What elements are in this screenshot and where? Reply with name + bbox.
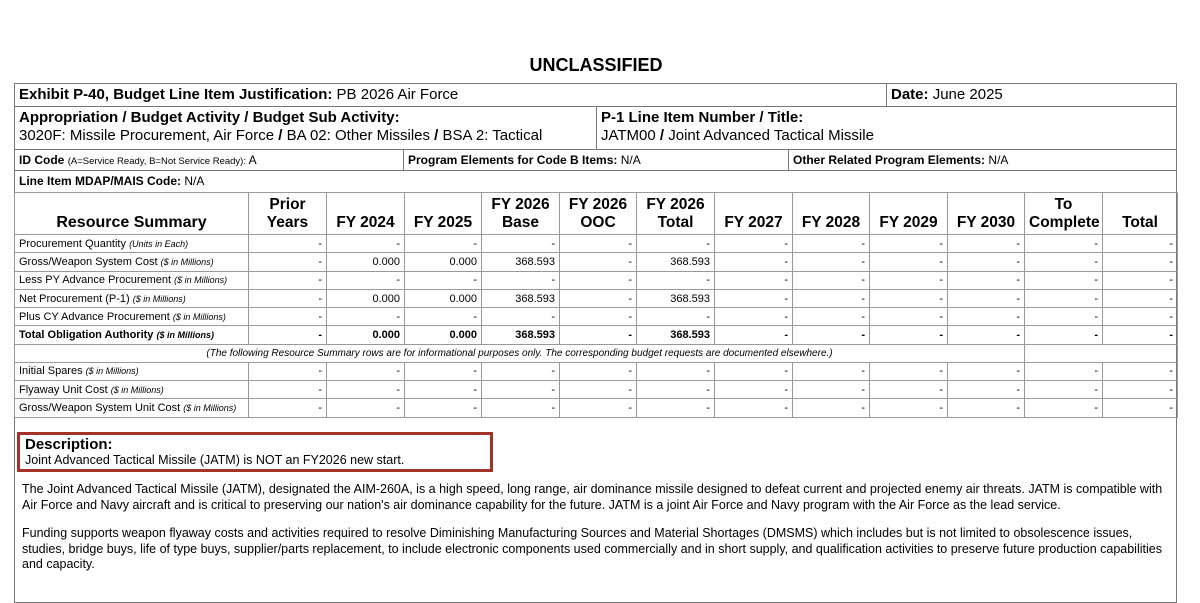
table-cell: - <box>1025 235 1103 253</box>
table-cell: - <box>870 399 948 417</box>
table-cell: - <box>1025 399 1103 417</box>
exhibit-title-cell <box>14 83 887 107</box>
table-cell: 0.000 <box>327 253 405 271</box>
table-cell: - <box>1025 253 1103 271</box>
resource-summary-table <box>14 192 1178 418</box>
row-label <box>15 271 249 289</box>
appropriation-cell <box>14 106 597 150</box>
description-highlight-box <box>17 432 493 472</box>
table-row <box>15 289 1178 307</box>
table-cell: - <box>327 235 405 253</box>
informational-note-row <box>15 344 1178 362</box>
row-label-text: Procurement Quantity <box>19 237 126 250</box>
table-row <box>15 399 1178 417</box>
table-cell: - <box>793 326 870 344</box>
p1-title: Joint Advanced Tactical Missile <box>668 127 874 144</box>
appropriation-sep-1: / <box>278 127 283 144</box>
column-header: FY 2024 <box>327 193 405 235</box>
table-cell: 0.000 <box>327 289 405 307</box>
description-title: Description: <box>25 436 113 453</box>
row-label-text: Gross/Weapon System Unit Cost <box>19 402 181 415</box>
table-cell: - <box>870 253 948 271</box>
table-cell: - <box>405 271 482 289</box>
table-cell: - <box>637 362 715 380</box>
new-start-statement: Joint Advanced Tactical Missile (JATM) is NOT an FY2026 new start. <box>25 453 405 467</box>
table-cell: - <box>715 326 793 344</box>
table-cell: - <box>1025 381 1103 399</box>
header-resource-summary: Resource Summary <box>15 193 249 235</box>
table-row <box>15 308 1178 326</box>
column-header: FY 2029 <box>870 193 948 235</box>
table-cell: - <box>1103 381 1178 399</box>
row-unit: ($ in Millions) <box>183 403 237 414</box>
row-label <box>15 362 249 380</box>
table-cell: - <box>1103 253 1178 271</box>
table-cell: 0.000 <box>327 326 405 344</box>
appropriation-sep-2: / <box>434 127 439 144</box>
table-cell: - <box>637 271 715 289</box>
table-cell: - <box>1103 308 1178 326</box>
column-header: FY 2027 <box>715 193 793 235</box>
table-cell: - <box>793 399 870 417</box>
table-cell: - <box>948 326 1025 344</box>
table-cell: - <box>948 235 1025 253</box>
note-empty-cell <box>1025 344 1178 362</box>
table-cell: - <box>793 235 870 253</box>
table-cell: - <box>560 235 637 253</box>
budget-activity: BA 02: Other Missiles <box>286 127 430 144</box>
table-cell: - <box>405 235 482 253</box>
row-label <box>15 289 249 307</box>
table-cell: - <box>482 381 560 399</box>
table-cell: - <box>482 399 560 417</box>
table-row <box>15 362 1178 380</box>
row-unit: ($ in Millions) <box>172 311 226 322</box>
table-cell: - <box>715 271 793 289</box>
table-cell: - <box>560 326 637 344</box>
row-unit: (Units in Each) <box>129 238 189 249</box>
p1-cell <box>596 106 1177 150</box>
table-cell: - <box>249 381 327 399</box>
table-cell: - <box>249 271 327 289</box>
table-cell: - <box>1025 308 1103 326</box>
row-label <box>15 235 249 253</box>
row-label-text: Net Procurement (P-1) <box>19 292 130 305</box>
table-cell: - <box>405 381 482 399</box>
column-header: FY 2025 <box>405 193 482 235</box>
table-row <box>15 253 1178 271</box>
table-cell: - <box>870 271 948 289</box>
table-cell: - <box>637 381 715 399</box>
column-header: FY 2026 Total <box>637 193 715 235</box>
table-cell: - <box>482 308 560 326</box>
row-label <box>15 253 249 271</box>
budget-sub-activity: BSA 2: Tactical <box>442 127 543 144</box>
table-cell: - <box>793 289 870 307</box>
table-cell: - <box>637 235 715 253</box>
column-header: Prior Years <box>249 193 327 235</box>
p1-code: JATM00 <box>601 127 656 144</box>
table-cell: - <box>482 271 560 289</box>
row-label-text: Gross/Weapon System Cost <box>19 255 158 268</box>
date-value: June 2025 <box>932 86 1003 103</box>
row-label-text: Plus CY Advance Procurement <box>19 310 170 323</box>
exhibit-label: Exhibit P-40, Budget Line Item Justification: <box>19 86 333 103</box>
table-cell: - <box>948 271 1025 289</box>
table-cell: - <box>793 253 870 271</box>
table-cell: - <box>870 362 948 380</box>
row-label <box>15 308 249 326</box>
table-cell: - <box>870 235 948 253</box>
id-code-label: ID Code <box>19 153 65 167</box>
table-cell: - <box>793 271 870 289</box>
table-cell: - <box>715 381 793 399</box>
column-header: FY 2030 <box>948 193 1025 235</box>
table-cell: - <box>249 289 327 307</box>
table-cell: - <box>560 381 637 399</box>
table-cell: - <box>715 399 793 417</box>
table-cell: - <box>249 253 327 271</box>
table-cell: - <box>327 381 405 399</box>
row-label-text: Initial Spares <box>19 365 83 378</box>
table-cell: - <box>249 235 327 253</box>
column-header: Total <box>1103 193 1178 235</box>
column-header: FY 2028 <box>793 193 870 235</box>
table-cell: - <box>870 308 948 326</box>
table-cell: - <box>560 308 637 326</box>
row-label-text: Total Obligation Authority <box>19 329 154 342</box>
table-cell: - <box>948 308 1025 326</box>
description-paragraph-2: Funding supports weapon flyaway costs and activities required to resolve Diminishing Manufacturing Sources and Material Shortages (DMSMS) which includes but is not limited to obsolescence issues, studies, bridge buys, life of type buys, supplier/parts replacement, to include electronic components used commercially and in short supply, and qualification activities to preserve future production capabilities and capacity. <box>22 526 1162 571</box>
table-cell: - <box>948 381 1025 399</box>
description-paragraph-1: The Joint Advanced Tactical Missile (JATM), designated the AIM-260A, is a high speed, long range, air dominance missile designed to defeat current and projected enemy air threats. JATM is compatible with Air Force and Navy aircraft and is critical to preserving our nation's air dominance capability for the future. JATM is a joint Air Force and Navy program with the Air Force as the lead service. <box>22 482 1163 512</box>
program-elements-value: N/A <box>620 153 641 167</box>
table-cell: - <box>870 326 948 344</box>
mdap-value: N/A <box>184 174 205 188</box>
date-cell <box>886 83 1177 107</box>
table-cell: - <box>249 308 327 326</box>
table-cell: - <box>715 253 793 271</box>
table-cell: 368.593 <box>637 253 715 271</box>
table-cell: - <box>948 253 1025 271</box>
table-cell: - <box>793 308 870 326</box>
other-elements-value: N/A <box>988 153 1009 167</box>
table-cell: - <box>1103 289 1178 307</box>
table-cell: - <box>560 289 637 307</box>
appropriation-code: 3020F: Missile Procurement, Air Force <box>19 127 275 144</box>
table-cell: 368.593 <box>482 289 560 307</box>
table-cell: - <box>715 289 793 307</box>
table-cell: - <box>560 362 637 380</box>
row-label-text: Flyaway Unit Cost <box>19 383 108 396</box>
table-cell: - <box>1025 289 1103 307</box>
row-label <box>15 381 249 399</box>
table-cell: 0.000 <box>405 326 482 344</box>
table-row <box>15 326 1178 344</box>
table-cell: - <box>715 308 793 326</box>
table-cell: - <box>560 271 637 289</box>
table-cell: - <box>1103 271 1178 289</box>
table-cell: - <box>482 362 560 380</box>
id-code-value: A <box>248 153 257 167</box>
table-cell: - <box>715 362 793 380</box>
table-cell: 0.000 <box>405 253 482 271</box>
table-cell: - <box>1103 326 1178 344</box>
table-cell: - <box>560 399 637 417</box>
table-cell: - <box>948 399 1025 417</box>
table-cell: - <box>637 399 715 417</box>
table-row <box>15 381 1178 399</box>
table-cell: 368.593 <box>482 253 560 271</box>
table-cell: - <box>1025 326 1103 344</box>
table-cell: - <box>637 308 715 326</box>
row-unit: ($ in Millions) <box>132 293 186 304</box>
table-cell: - <box>948 362 1025 380</box>
classification-banner: UNCLASSIFIED <box>529 55 663 75</box>
table-cell: - <box>249 362 327 380</box>
table-cell: 368.593 <box>637 326 715 344</box>
table-cell: - <box>249 399 327 417</box>
table-cell: - <box>327 271 405 289</box>
table-cell: - <box>405 399 482 417</box>
table-cell: - <box>327 308 405 326</box>
mdap-cell <box>14 170 1177 193</box>
table-row <box>15 235 1178 253</box>
column-header: To Complete <box>1025 193 1103 235</box>
table-cell: - <box>405 362 482 380</box>
table-cell: - <box>560 253 637 271</box>
informational-note: (The following Resource Summary rows are for informational purposes only. The corresponding budget requests are documented elsewhere.) <box>15 344 1025 362</box>
date-label: Date: <box>891 86 929 103</box>
table-cell: - <box>482 235 560 253</box>
table-cell: 0.000 <box>405 289 482 307</box>
row-unit: ($ in Millions) <box>85 366 139 377</box>
row-label <box>15 326 249 344</box>
table-cell: - <box>715 235 793 253</box>
table-cell: - <box>870 289 948 307</box>
table-cell: - <box>327 362 405 380</box>
table-row <box>15 271 1178 289</box>
table-cell: - <box>1103 362 1178 380</box>
table-cell: - <box>1103 235 1178 253</box>
table-cell: - <box>793 381 870 399</box>
table-cell: - <box>948 289 1025 307</box>
table-cell: 368.593 <box>482 326 560 344</box>
appropriation-label: Appropriation / Budget Activity / Budget Sub Activity: <box>19 109 400 126</box>
table-cell: - <box>1025 271 1103 289</box>
row-unit: ($ in Millions) <box>110 384 164 395</box>
mdap-label: Line Item MDAP/MAIS Code: <box>19 174 182 188</box>
row-unit: ($ in Millions) <box>160 256 214 267</box>
other-elements-cell <box>788 149 1177 171</box>
table-cell: - <box>327 399 405 417</box>
table-cell: - <box>793 362 870 380</box>
row-unit: ($ in Millions) <box>156 330 214 341</box>
table-cell: - <box>249 326 327 344</box>
column-header: FY 2026 Base <box>482 193 560 235</box>
program-elements-label: Program Elements for Code B Items: <box>408 153 618 167</box>
exhibit-value: PB 2026 Air Force <box>336 86 459 103</box>
table-cell: - <box>405 308 482 326</box>
id-code-hint: (A=Service Ready, B=Not Service Ready): <box>67 156 246 167</box>
p1-sep: / <box>659 127 665 144</box>
row-label <box>15 399 249 417</box>
other-elements-label: Other Related Program Elements: <box>793 153 986 167</box>
table-header-row <box>15 193 1178 235</box>
table-cell: - <box>1025 362 1103 380</box>
row-unit: ($ in Millions) <box>174 275 228 286</box>
table-cell: - <box>870 381 948 399</box>
program-elements-cell <box>403 149 789 171</box>
column-header: FY 2026 OOC <box>560 193 637 235</box>
p1-label: P-1 Line Item Number / Title: <box>601 109 804 126</box>
id-code-cell <box>14 149 404 171</box>
row-label-text: Less PY Advance Procurement <box>19 274 172 287</box>
table-cell: 368.593 <box>637 289 715 307</box>
table-cell: - <box>1103 399 1178 417</box>
